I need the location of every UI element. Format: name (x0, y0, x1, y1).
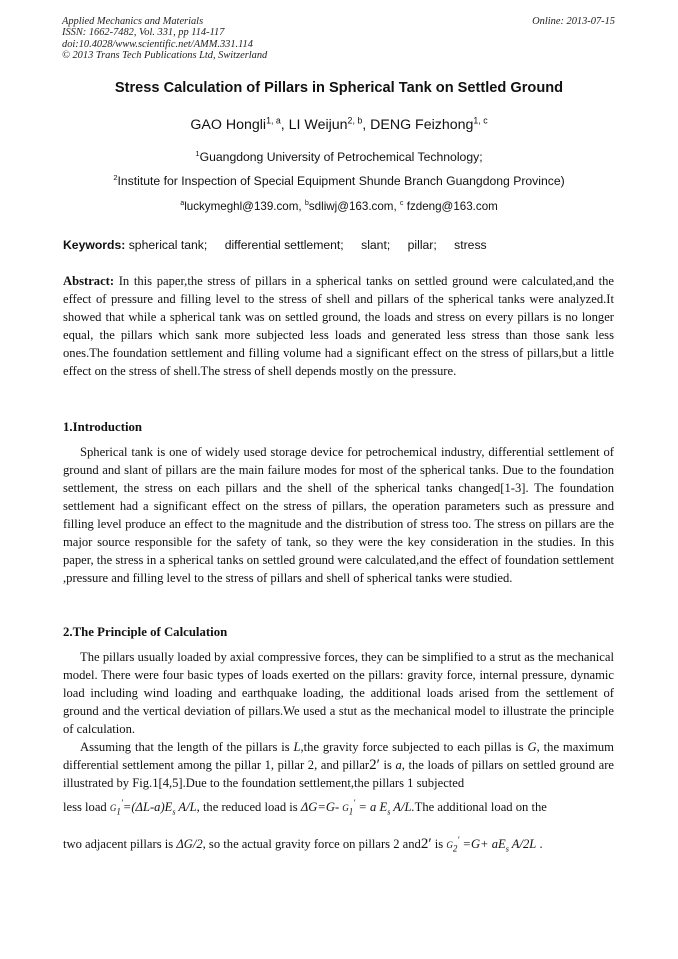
math-sub: s (387, 807, 391, 817)
keyword: spherical tank; (128, 238, 208, 252)
math-expr: =G+ aE (459, 837, 506, 851)
keywords-line (63, 238, 501, 252)
doi-line: doi:10.4028/www.scientific.net/AMM.331.114 (62, 38, 253, 50)
math-expr: A/L. (390, 800, 415, 814)
author-sup: 1, a (266, 115, 281, 126)
math-expr: =(ΔL-a)E (122, 800, 173, 814)
section-body: The pillars usually loaded by axial compressive forces, they can be simplified to a strut as the mechanical model. There were four basic types of loads exerted on the pillars: gravity force, internal pressure, dynamic load including wind loading and earthquake loading, the additional loads arised from the settlement of ground and the vertical deviation of pillars.We used a stut as the mechanical model to illustrate the principle of calculation. (63, 650, 614, 736)
journal-header (62, 16, 267, 61)
math-expr: A/2L (508, 837, 537, 851)
math-var: G (446, 840, 453, 850)
affiliation-text: Guangdong University of Petrochemical Technology; (199, 150, 483, 164)
text-run: two adjacent pillars is (63, 837, 177, 851)
text-run: ,the gravity force subjected to each pillas is (300, 740, 528, 754)
math-var: a (395, 758, 402, 772)
pillar-label: 2′ (420, 836, 432, 852)
abstract-text: In this paper,the stress of pillars in a spherical tanks on settled ground were calculated,and the effect of pressure and filling level to the stress of shell and pillars of the spherical tanks were analyzed.It showed that while a spherical tank was on settled ground, the loads and stress on every pillars is no longer equal, the pillars which sank more subjected less loads and generated less stress than those sank less ones.The foundation settlement and filling volume had a significant effect on the stress of pillars,but a little effect on the stress of shell.The stress of shell depends mostly on the pressure. (63, 274, 614, 378)
text-run: is (431, 837, 447, 851)
formula-line (63, 797, 614, 817)
math-expr: ΔG=G- (300, 800, 340, 814)
math-expr: = a E (355, 800, 388, 814)
text-run: Assuming that the length of the pillars is (80, 740, 294, 754)
email-link[interactable]: fzdeng@163.com (406, 200, 498, 213)
author-sup: 1, c (473, 115, 488, 126)
author-name: LI Weijun (288, 117, 348, 133)
math-var: G (109, 803, 117, 813)
email-sup: a (180, 198, 185, 208)
abstract-label: Abstract: (63, 274, 115, 288)
section-body: Spherical tank is one of widely used storage device for petrochemical industry, differential settlement of ground and slant of pillars are the main failure modes for most of the spherical tanks. Due to the foundation settlement, the stress on each pillars and the shell of the spherical tanks changed[1-3]. The foundation settlement had a significant effect on the stress of pillars, the operation parameters such as pressure and filling level produce an effect to the magnitude and the distribution of stress too. The stress on pillars are the major source responsible for the safety of tank, so they were the key consideration in the studies. In this paper, the stress in a spherical tanks on settled ground were calculated,and the effect of foundation settlement ,pressure and filling level to the stress of pillars and shell of spherical tanks were studied. (63, 445, 614, 585)
math-var: G (527, 740, 537, 754)
abstract (63, 272, 614, 380)
math-expr: ΔG/2 (176, 837, 203, 851)
math-sub: 1 (116, 806, 121, 817)
math-sub: 2 (452, 843, 458, 854)
text-run: , the reduced load is (196, 800, 301, 814)
math-var: L (293, 740, 301, 754)
online-date: Online: 2013-07-15 (532, 16, 615, 27)
text-run: , the loads of pillars on settled ground are illustrated by Fig.1[4,5].Due to the foundation settlement,the pillars 1 subjected (63, 758, 615, 790)
text-run: The additional load on the (414, 800, 547, 814)
affiliation (0, 174, 678, 188)
keyword: slant; (361, 238, 391, 252)
math-prime: ′ (353, 797, 356, 808)
affiliation (0, 150, 678, 164)
section-paragraph (63, 738, 614, 792)
keyword: stress (454, 238, 487, 252)
author-name: DENG Feizhong (370, 117, 474, 133)
author-sup: 2, b (347, 115, 363, 126)
affiliation-text: Institute for Inspection of Special Equipment Shunde Branch Guangdong Province) (117, 174, 565, 188)
email-line (0, 200, 678, 213)
keyword: differential settlement; (224, 238, 344, 252)
math-prime: ′ (120, 797, 123, 808)
journal-name: Applied Mechanics and Materials (62, 16, 204, 27)
issn-line: ISSN: 1662-7482, Vol. 331, pp 114-117 (62, 27, 225, 39)
text-run: less load (63, 800, 107, 814)
section-heading: 1.Introduction (63, 420, 143, 434)
section-heading: 2.The Principle of Calculation (63, 625, 228, 639)
pillar-label: 2′ (369, 757, 380, 773)
keywords-label: Keywords: (63, 238, 126, 252)
email-link[interactable]: sdliwj@163.com, (308, 200, 397, 213)
affiliation-sup: 2 (113, 172, 118, 182)
math-sub: s (505, 844, 509, 854)
math-sub: 1 (348, 806, 354, 817)
affiliation-sup: 1 (195, 148, 200, 158)
keyword: pillar; (407, 238, 437, 252)
formula-line (63, 836, 614, 853)
email-link[interactable]: luckymeghl@139.com, (184, 200, 302, 213)
email-sup: b (304, 198, 309, 208)
copyright-line: © 2013 Trans Tech Publications Ltd, Switzerland (62, 49, 268, 61)
text-run: is (379, 758, 396, 772)
text-run: , so the actual gravity force on pillars 2 and (202, 837, 421, 851)
math-prime: ′ (457, 834, 460, 845)
text-run: , the maximum differential settlement among the pillar 1, pillar 2, and pillar (63, 740, 614, 772)
math-sub: s (172, 807, 176, 817)
author-list: GAO Hongli$^{1, a}$, LI Weijun$^{2, b}$, DENG Feizhong$^{1, c}$ (190, 115, 488, 133)
paper-title: Stress Calculation of Pillars in Spherical Tank on Settled Ground (114, 80, 564, 96)
email-sup: c (399, 198, 404, 208)
math-var: G (342, 803, 349, 813)
author-name: GAO Hongli (190, 117, 267, 133)
math-expr: A/L (175, 800, 197, 814)
text-run: . (536, 837, 543, 851)
